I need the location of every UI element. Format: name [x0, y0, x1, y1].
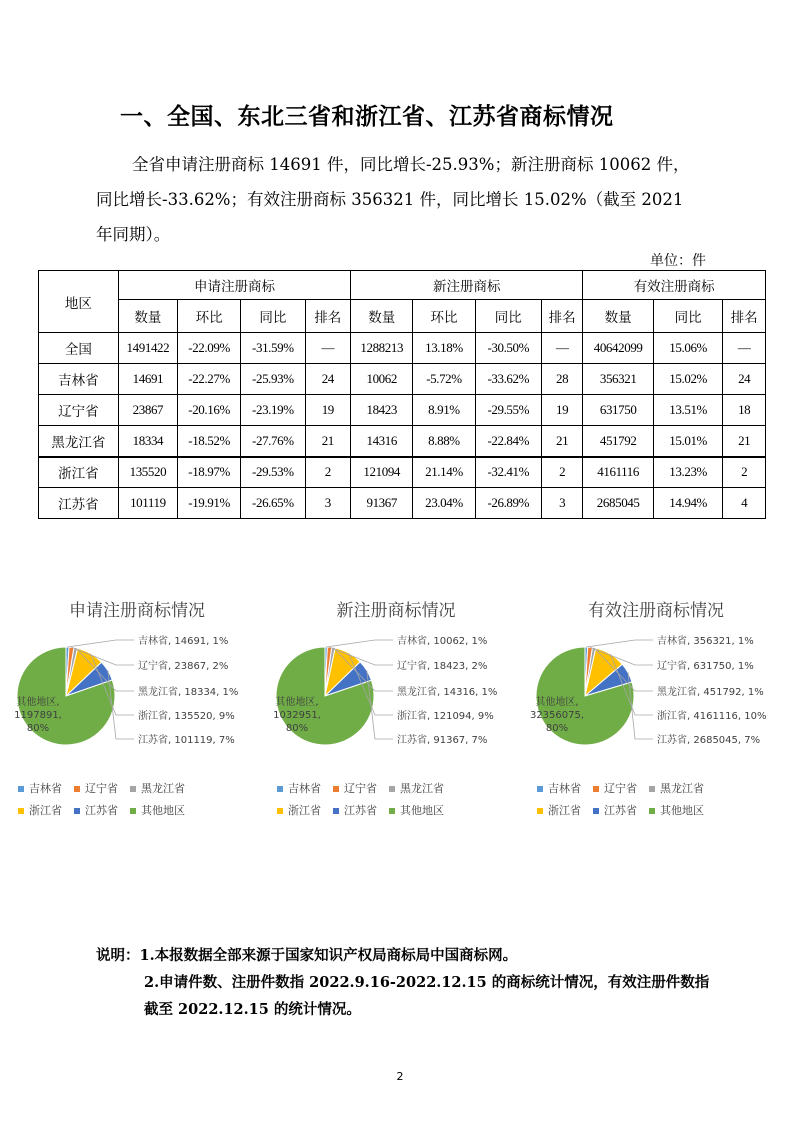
data-label-other: 其他地区, — [275, 697, 319, 708]
column-header: 数量 — [118, 300, 177, 333]
table-cell: -18.97% — [177, 457, 240, 488]
data-label: 浙江省, 121094, 9% — [397, 711, 494, 722]
table-cell: -23.19% — [241, 395, 305, 426]
table-cell: 40642099 — [583, 333, 654, 364]
region-cell: 黑龙江省 — [39, 426, 119, 457]
leader-line — [586, 640, 653, 647]
legend-item — [130, 800, 185, 822]
table-cell: 8.88% — [413, 426, 475, 457]
legend-label: 黑龙江省 — [660, 782, 704, 795]
region-cell: 全国 — [39, 333, 119, 364]
region-cell: 吉林省 — [39, 364, 119, 395]
table-cell: -32.41% — [475, 457, 541, 488]
table-cell: -22.27% — [177, 364, 240, 395]
table-cell: 18423 — [351, 395, 413, 426]
table-cell: 15.01% — [653, 426, 722, 457]
column-header: 排名 — [541, 300, 582, 333]
legend-swatch — [277, 808, 283, 814]
legend-label: 黑龙江省 — [141, 782, 185, 795]
data-label-other: 其他地区, — [16, 697, 60, 708]
table-cell: -5.72% — [413, 364, 475, 395]
column-header: 同比 — [241, 300, 305, 333]
summary-line-1: 全省申请注册商标 14691 件，同比增长-25.93%；新注册商标 10062 件， — [132, 155, 690, 174]
legend-item — [389, 778, 444, 800]
legend-item — [537, 778, 581, 800]
notes — [96, 942, 736, 1023]
legend-label: 浙江省 — [29, 804, 62, 817]
table-cell: 4 — [723, 488, 766, 519]
data-label: 浙江省, 4161116, 10% — [657, 711, 767, 722]
legend-swatch — [130, 808, 136, 814]
data-label-other: 80% — [26, 723, 50, 734]
table-row — [39, 395, 766, 426]
table-cell: -26.65% — [241, 488, 305, 519]
legend-label: 吉林省 — [29, 782, 62, 795]
table-cell: 21 — [723, 426, 766, 457]
table-cell: -29.53% — [241, 457, 305, 488]
legend-item — [18, 778, 62, 800]
data-label: 黑龙江省, 451792, 1% — [657, 687, 764, 698]
legend-label: 吉林省 — [548, 782, 581, 795]
table-cell: 14691 — [118, 364, 177, 395]
table-header-row — [39, 271, 766, 300]
note-line-3: 截至 2022.12.15 的统计情况。 — [144, 1001, 361, 1018]
column-header: 排名 — [723, 300, 766, 333]
legend-label: 其他地区 — [660, 804, 704, 817]
legend-item — [74, 778, 118, 800]
legend-swatch — [18, 786, 24, 792]
column-header: 排名 — [305, 300, 351, 333]
table-cell: — — [541, 333, 582, 364]
table-cell: — — [305, 333, 351, 364]
chart-title: 有效注册商标情况 — [588, 601, 724, 621]
region-header: 地区 — [39, 271, 119, 333]
table-row — [39, 426, 766, 457]
legend-swatch — [74, 808, 80, 814]
region-cell: 江苏省 — [39, 488, 119, 519]
legend-swatch — [18, 808, 24, 814]
table-subheader-row — [39, 300, 766, 333]
chart-legend — [18, 778, 258, 822]
data-label: 辽宁省, 631750, 1% — [657, 661, 754, 672]
data-label: 吉林省, 356321, 1% — [657, 636, 754, 647]
data-label-other: 其他地区, — [535, 697, 579, 708]
legend-label: 辽宁省 — [85, 782, 118, 795]
table-cell: 23867 — [118, 395, 177, 426]
column-header: 环比 — [177, 300, 240, 333]
table-cell: 631750 — [583, 395, 654, 426]
legend-item — [130, 778, 185, 800]
data-label: 江苏省, 2685045, 7% — [657, 735, 761, 746]
legend-item — [333, 778, 377, 800]
leader-line — [68, 640, 134, 647]
table-cell: -22.84% — [475, 426, 541, 457]
table-cell: -25.93% — [241, 364, 305, 395]
pie-chart-new-registrations — [267, 596, 525, 826]
legend-label: 辽宁省 — [604, 782, 637, 795]
table-cell: 121094 — [351, 457, 413, 488]
table-cell: -19.91% — [177, 488, 240, 519]
region-cell: 浙江省 — [39, 457, 119, 488]
table-cell: 8.91% — [413, 395, 475, 426]
table-cell: 14.94% — [653, 488, 722, 519]
legend-label: 其他地区 — [400, 804, 444, 817]
column-header: 同比 — [653, 300, 722, 333]
note-line-2: 2.申请件数、注册件数指 2022.9.16-2022.12.15 的商标统计情况，有效注册件数指 — [144, 974, 710, 991]
legend-item — [537, 800, 581, 822]
table-cell: 13.23% — [653, 457, 722, 488]
legend-item — [593, 778, 637, 800]
data-label: 辽宁省, 18423, 2% — [397, 661, 488, 672]
summary-line-3: 年同期）。 — [96, 225, 171, 244]
table-cell: 2 — [305, 457, 351, 488]
table-cell: 24 — [305, 364, 351, 395]
legend-item — [333, 800, 377, 822]
legend-label: 浙江省 — [288, 804, 321, 817]
legend-swatch — [277, 786, 283, 792]
table-cell: 2 — [723, 457, 766, 488]
data-label: 黑龙江省, 14316, 1% — [397, 687, 498, 698]
chart-legend — [537, 778, 777, 822]
table-cell: 2 — [541, 457, 582, 488]
data-label-other: 1032951, — [273, 710, 321, 721]
data-label: 江苏省, 101119, 7% — [138, 735, 235, 746]
section-heading: 一、全国、东北三省和浙江省、江苏省商标情况 — [120, 104, 614, 130]
table-cell: 18334 — [118, 426, 177, 457]
pie-chart-applications — [8, 596, 266, 826]
data-label-other: 80% — [545, 723, 569, 734]
legend-label: 吉林省 — [288, 782, 321, 795]
legend-swatch — [333, 786, 339, 792]
table-cell: 23.04% — [413, 488, 475, 519]
legend-swatch — [389, 808, 395, 814]
table-row — [39, 488, 766, 519]
table-cell: 1491422 — [118, 333, 177, 364]
legend-label: 江苏省 — [85, 804, 118, 817]
trademark-stats-table — [38, 270, 766, 519]
group-header-applications: 申请注册商标 — [118, 271, 350, 300]
data-label: 江苏省, 91367, 7% — [397, 735, 488, 746]
summary-line-2: 同比增长-33.62%；有效注册商标 356321 件，同比增长 15.02%（截至 2021 — [96, 190, 684, 209]
legend-label: 江苏省 — [344, 804, 377, 817]
table-cell: -30.50% — [475, 333, 541, 364]
pie-chart-valid-registrations — [527, 596, 785, 826]
chart-title: 新注册商标情况 — [336, 601, 456, 621]
table-cell: 19 — [305, 395, 351, 426]
legend-label: 江苏省 — [604, 804, 637, 817]
chart-legend — [277, 778, 517, 822]
table-cell: 10062 — [351, 364, 413, 395]
table-cell: 3 — [305, 488, 351, 519]
table-cell: 4161116 — [583, 457, 654, 488]
table-cell: 451792 — [583, 426, 654, 457]
legend-swatch — [130, 786, 136, 792]
table-cell: 1288213 — [351, 333, 413, 364]
legend-swatch — [537, 786, 543, 792]
legend-label: 浙江省 — [548, 804, 581, 817]
group-header-new-registrations: 新注册商标 — [351, 271, 583, 300]
table-cell: 13.18% — [413, 333, 475, 364]
table-cell: 24 — [723, 364, 766, 395]
legend-item — [277, 778, 321, 800]
table-cell: 15.06% — [653, 333, 722, 364]
table-row — [39, 364, 766, 395]
data-label: 辽宁省, 23867, 2% — [138, 661, 229, 672]
table-cell: 19 — [541, 395, 582, 426]
legend-swatch — [74, 786, 80, 792]
unit-label: 单位：件 — [650, 253, 706, 269]
table-cell: -18.52% — [177, 426, 240, 457]
table-cell: 135520 — [118, 457, 177, 488]
legend-item — [649, 800, 704, 822]
table-cell: 3 — [541, 488, 582, 519]
table-cell: 13.51% — [653, 395, 722, 426]
legend-swatch — [593, 808, 599, 814]
table-cell: -27.76% — [241, 426, 305, 457]
table-cell: -26.89% — [475, 488, 541, 519]
column-header: 同比 — [475, 300, 541, 333]
legend-item — [649, 778, 704, 800]
legend-label: 辽宁省 — [344, 782, 377, 795]
table-cell: 15.02% — [653, 364, 722, 395]
table-cell: 21 — [305, 426, 351, 457]
legend-swatch — [333, 808, 339, 814]
data-label-other: 1197891, — [14, 710, 62, 721]
group-header-valid-registrations: 有效注册商标 — [583, 271, 766, 300]
chart-title: 申请注册商标情况 — [69, 601, 205, 621]
table-cell: 21.14% — [413, 457, 475, 488]
table-cell: -33.62% — [475, 364, 541, 395]
data-label: 黑龙江省, 18334, 1% — [138, 687, 239, 698]
leader-line — [326, 640, 393, 647]
note-line-1: 说明：1.本报数据全部来源于国家知识产权局商标局中国商标网。 — [96, 947, 518, 964]
table-cell: — — [723, 333, 766, 364]
legend-item — [389, 800, 444, 822]
data-label: 吉林省, 10062, 1% — [397, 636, 488, 647]
table-cell: -29.55% — [475, 395, 541, 426]
data-label-other: 80% — [285, 723, 309, 734]
table-cell: 21 — [541, 426, 582, 457]
legend-item — [593, 800, 637, 822]
table-cell: -31.59% — [241, 333, 305, 364]
summary-paragraph — [96, 147, 720, 252]
table-cell: 2685045 — [583, 488, 654, 519]
legend-label: 其他地区 — [141, 804, 185, 817]
data-label-other: 32356075, — [529, 710, 585, 721]
table-row — [39, 333, 766, 364]
legend-item — [18, 800, 62, 822]
table-cell: 14316 — [351, 426, 413, 457]
data-label: 吉林省, 14691, 1% — [138, 636, 229, 647]
table-cell: 28 — [541, 364, 582, 395]
legend-swatch — [537, 808, 543, 814]
legend-item — [74, 800, 118, 822]
legend-swatch — [593, 786, 599, 792]
column-header: 数量 — [351, 300, 413, 333]
column-header: 数量 — [583, 300, 654, 333]
legend-swatch — [389, 786, 395, 792]
region-cell: 辽宁省 — [39, 395, 119, 426]
column-header: 环比 — [413, 300, 475, 333]
legend-label: 黑龙江省 — [400, 782, 444, 795]
legend-swatch — [649, 786, 655, 792]
legend-swatch — [649, 808, 655, 814]
table-cell: -22.09% — [177, 333, 240, 364]
table-cell: 91367 — [351, 488, 413, 519]
table-row — [39, 457, 766, 488]
legend-item — [277, 800, 321, 822]
table-cell: 101119 — [118, 488, 177, 519]
table-cell: -20.16% — [177, 395, 240, 426]
page-number: 2 — [396, 1070, 404, 1083]
table-cell: 356321 — [583, 364, 654, 395]
table-cell: 18 — [723, 395, 766, 426]
data-label: 浙江省, 135520, 9% — [138, 711, 235, 722]
